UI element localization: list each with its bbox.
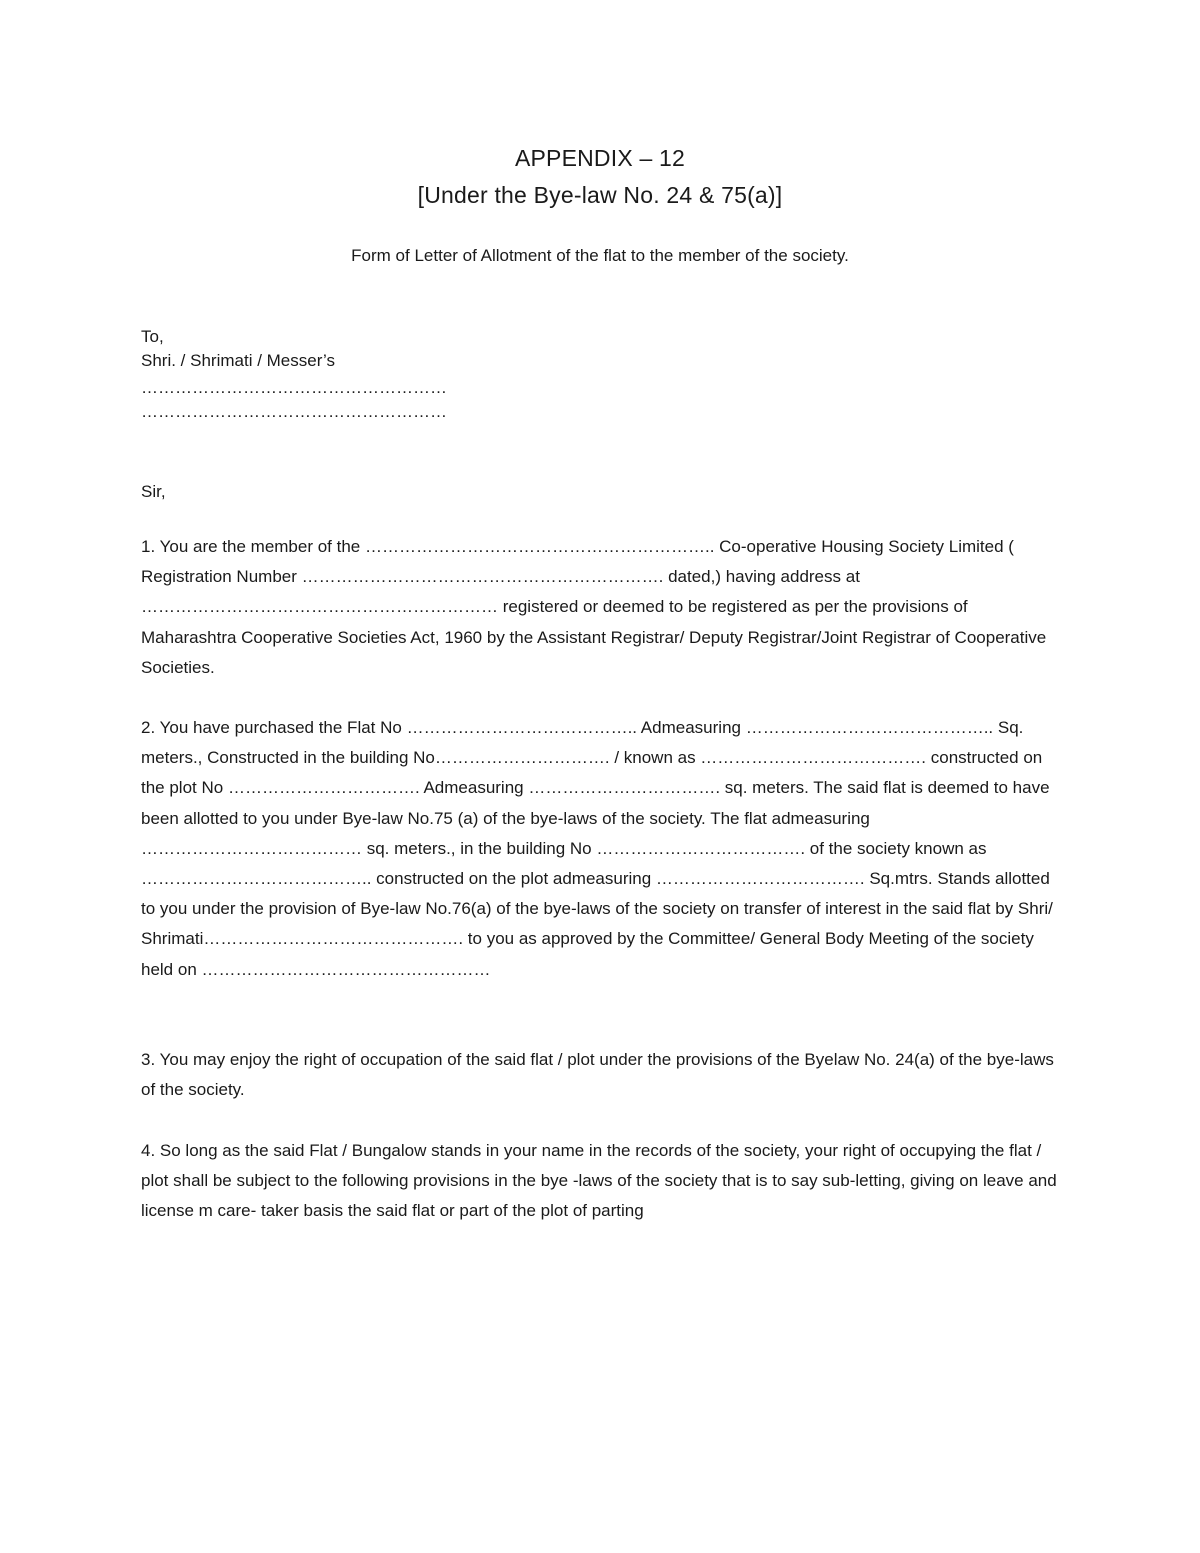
to-label: To, xyxy=(141,327,164,346)
form-title: Form of Letter of Allotment of the flat to the member of the society. xyxy=(351,246,849,265)
paragraph-3: 3. You may enjoy the right of occupation of the said flat / plot under the provisions of the Byelaw No. 24(a) of the bye-laws of the society. xyxy=(141,1050,1054,1100)
paragraph-2: 2. You have purchased the Flat No ………………………………….. Admeasuring …………………………………….. Sq. meters., Constructed in the building No…………………………. / known as …………………………………. constructed on the plot No ……………………………. Admeasuring ……………………………. sq. meters. The said flat is deemed to have been allotted to you under Bye-law No.75 (a) of the bye-laws of the society. The flat admeasuring ………………………………… sq. meters., in the building No ………………………………. of the society known as ………………………………….. constructed on the plot admeasuring ………………………………. Sq.mtrs. Stands allotted to you under the provision of Bye-law No.76(a) of the bye-laws of the society on transfer of interest in the said flat by Shri/ Shrimati………………………………………. to you as approved by the Committee/ General Body Meeting of the society held on …………………………………………… xyxy=(141,718,1053,979)
address-line-1: ……………………………………………… xyxy=(141,378,447,397)
bye-law-reference: [Under the Bye-law No. 24 & 75(a)] xyxy=(417,182,783,208)
paragraph-1: 1. You are the member of the …………………………………………………….. Co-operative Housing Society Limited ( Registration Number ………………………………………………………. dated,) having address at ……………………………………………………… registered or deemed to be registered as per the provisions of Maharashtra Cooperative Societies Act, 1960 by the Assistant Registrar/ Deputy Registrar/Joint Registrar of Cooperative Societies. xyxy=(141,537,1047,677)
address-line-2: ……………………………………………… xyxy=(141,402,447,421)
paragraph-4: 4. So long as the said Flat / Bungalow stands in your name in the records of the society, your right of occupying the flat / plot shall be subject to the following provisions in the bye -laws of the society that is to say sub-letting, giving on leave and license m care- taker basis the said flat or part of the plot of parting xyxy=(141,1141,1057,1221)
appendix-title: APPENDIX – 12 xyxy=(514,145,686,171)
addressee: Shri. / Shrimati / Messer’s xyxy=(141,351,335,370)
salutation: Sir, xyxy=(141,482,166,501)
